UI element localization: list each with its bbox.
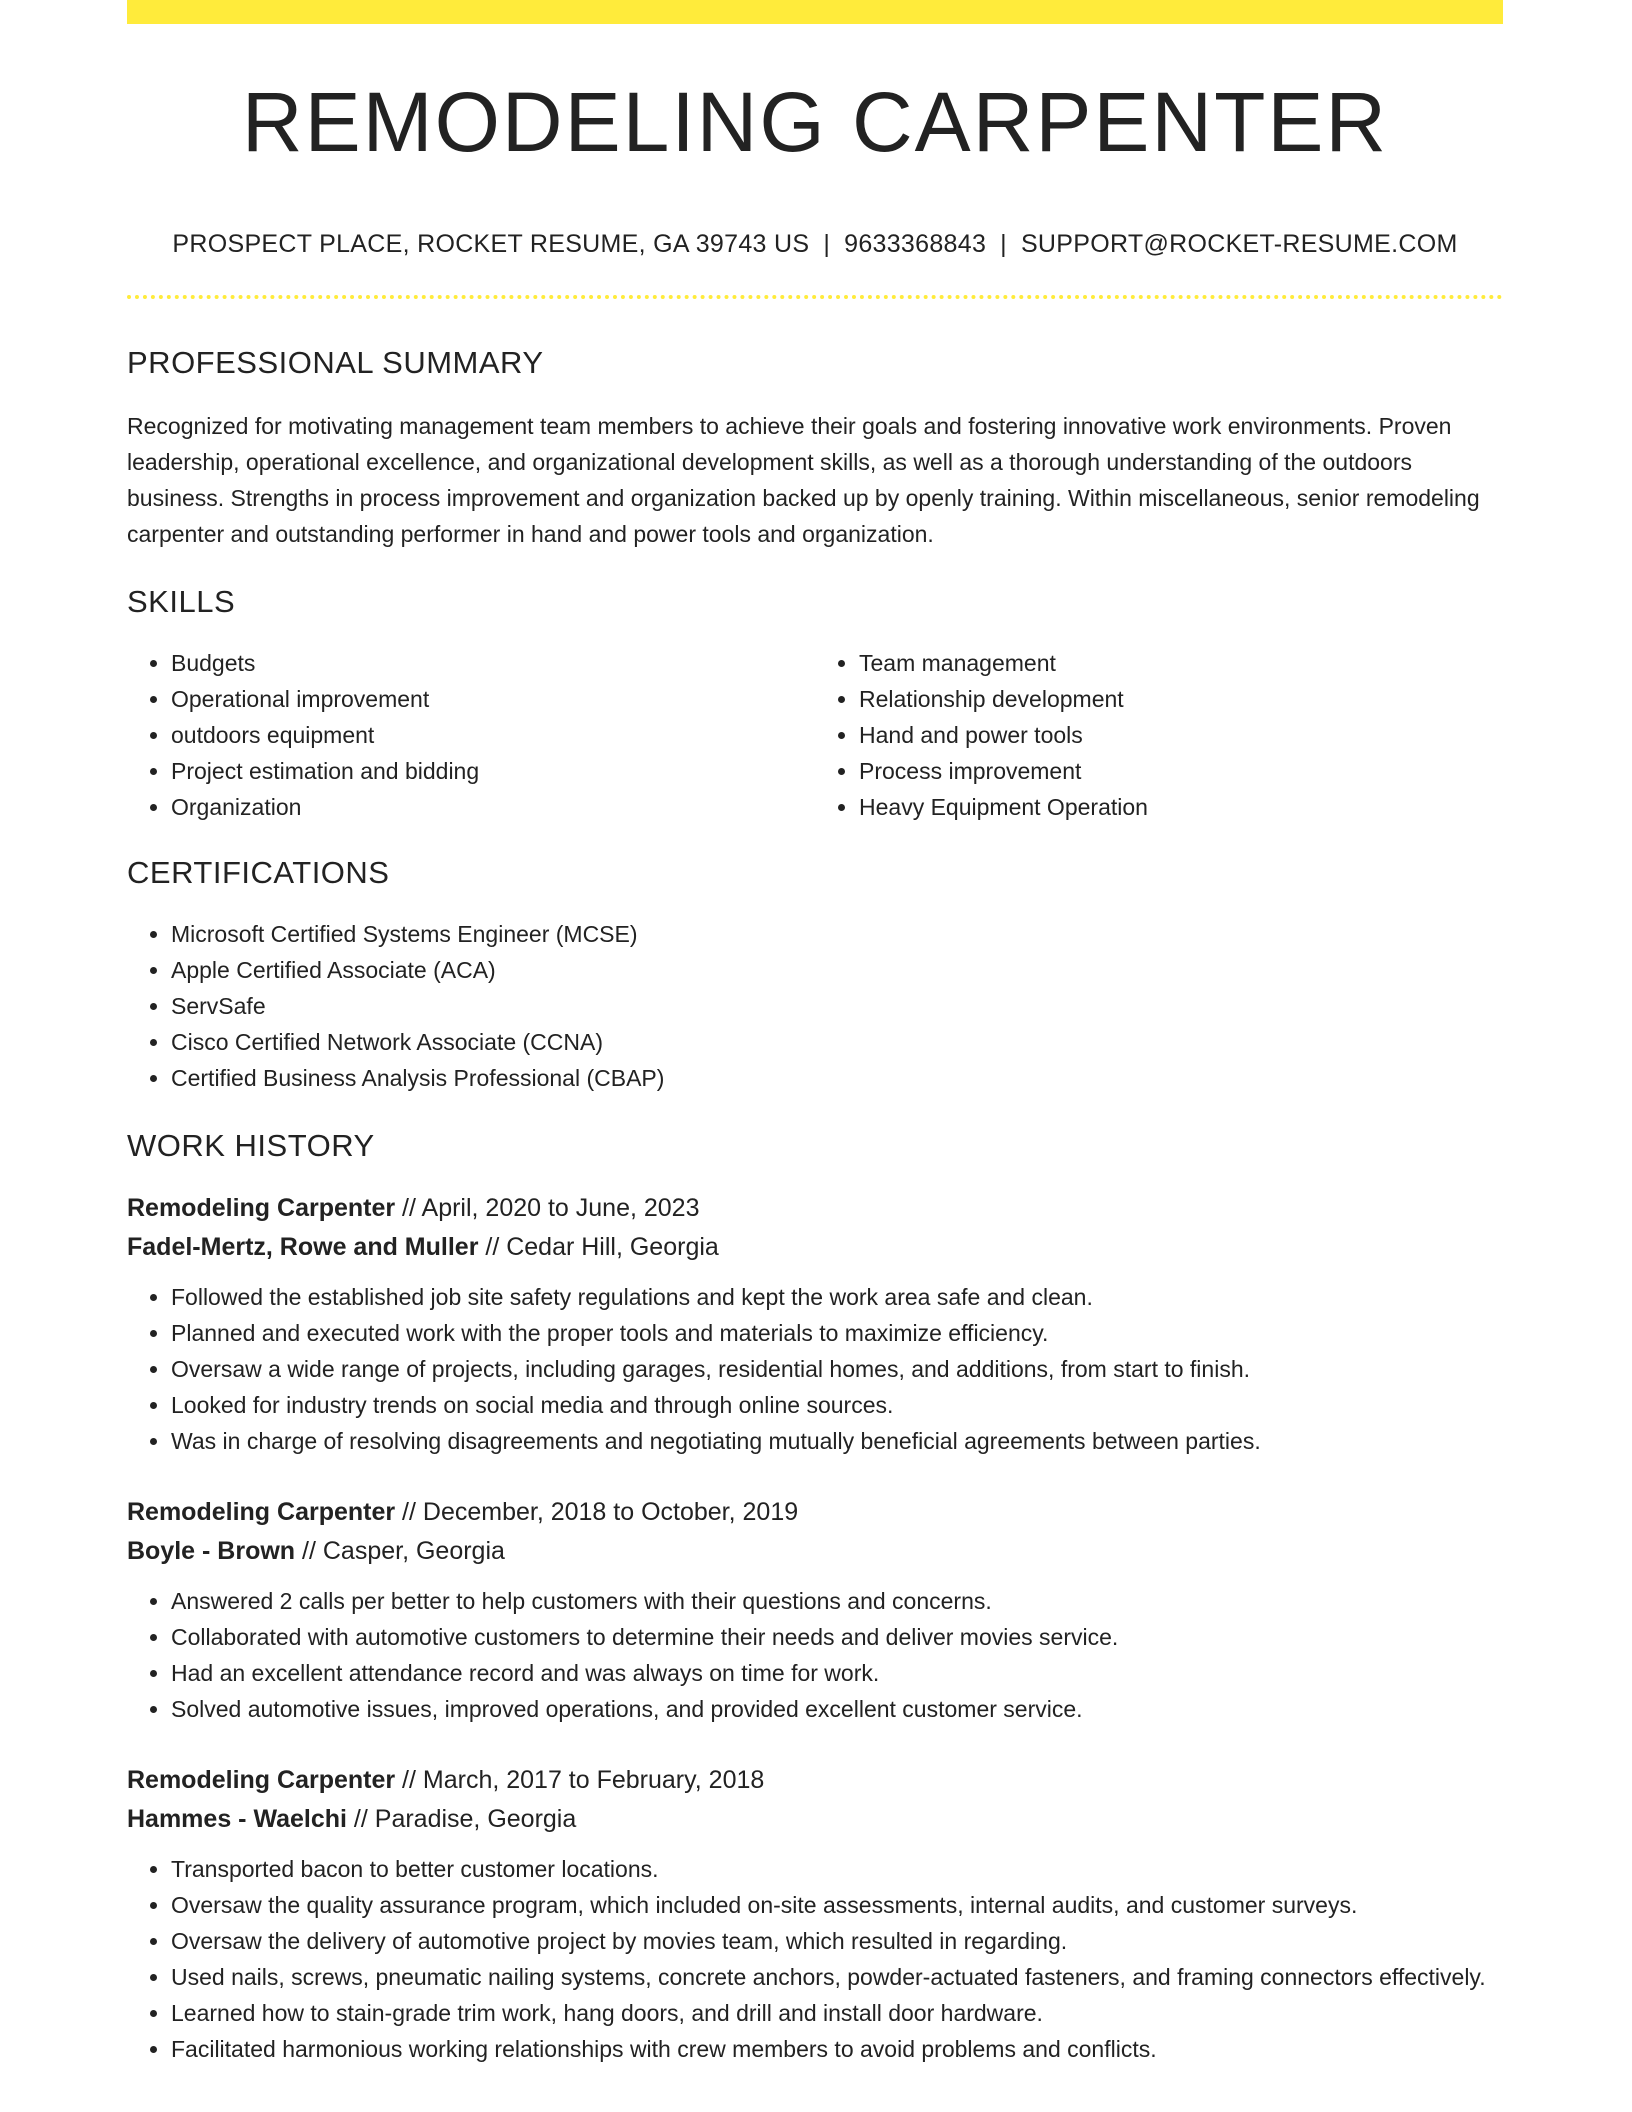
job-bullet: • Transported bacon to better customer locations.: [171, 1851, 1503, 1887]
certification-item: • Apple Certified Associate (ACA): [171, 952, 1503, 988]
job-location: // Cedar Hill, Georgia: [478, 1233, 719, 1261]
contact-separator: |: [1000, 230, 1007, 258]
summary-heading: PROFESSIONAL SUMMARY: [127, 345, 544, 380]
job-bullet: • Solved automotive issues, improved operations, and provided excellent customer service.: [171, 1691, 1503, 1727]
skills-columns: [127, 645, 1503, 825]
job-bullet: • Planned and executed work with the proper tools and materials to maximize efficiency.: [171, 1315, 1503, 1351]
job-title-line: [127, 1189, 1503, 1228]
job-location: // Casper, Georgia: [295, 1537, 505, 1565]
contact-phone: 9633368843: [844, 230, 987, 258]
job-bullet: • Facilitated harmonious working relationships with crew members to avoid problems and conflicts.: [171, 2031, 1503, 2067]
certification-item: • Cisco Certified Network Associate (CCNA): [171, 1024, 1503, 1060]
job-entry: [127, 1189, 1503, 1459]
job-dates: // April, 2020 to June, 2023: [395, 1194, 700, 1222]
certification-item: • Certified Business Analysis Professional (CBAP): [171, 1060, 1503, 1096]
job-company-line: [127, 1532, 1503, 1571]
skills-heading: SKILLS: [127, 584, 236, 619]
job-entry: [127, 1493, 1503, 1727]
certifications-heading: CERTIFICATIONS: [127, 855, 390, 890]
skill-item: • Relationship development: [859, 681, 1503, 717]
certifications-list: [127, 916, 1503, 1096]
job-company: Fadel-Mertz, Rowe and Muller: [127, 1233, 479, 1261]
contact-separator: |: [823, 230, 831, 258]
contact-address: PROSPECT PLACE, ROCKET RESUME, GA 39743 US: [172, 230, 810, 258]
job-company: Hammes - Waelchi: [127, 1805, 347, 1833]
job-company: Boyle - Brown: [127, 1537, 296, 1565]
certification-item: • ServSafe: [171, 988, 1503, 1024]
job-bullet: • Learned how to stain-grade trim work, hang doors, and drill and install door hardware.: [171, 1995, 1503, 2031]
skill-item: • Hand and power tools: [859, 717, 1503, 753]
job-bullet: • Oversaw the quality assurance program, which included on-site assessments, internal audits, and customer surveys.: [171, 1887, 1503, 1923]
skill-item: • Budgets: [171, 645, 815, 681]
skill-item: • Process improvement: [859, 753, 1503, 789]
job-title-line: [127, 1761, 1503, 1800]
job-company-line: [127, 1800, 1503, 1839]
skill-item: • Operational improvement: [171, 681, 815, 717]
contact-email: SUPPORT@ROCKET-RESUME.COM: [1020, 230, 1458, 258]
summary-text: Recognized for motivating management team members to achieve their goals and fostering innovative work environments. Proven leadership, operational excellence, and organizational development skills, as well as a thorough understanding of the outdoors business. Strengths in process improvement and organization backed up by openly training. Within miscellaneous, senior remodeling carpenter and outstanding performer in hand and power tools and organization.: [127, 413, 1480, 547]
job-role: Remodeling Carpenter: [127, 1498, 396, 1526]
job-bullet: • Followed the established job site safety regulations and kept the work area safe and clean.: [171, 1279, 1503, 1315]
job-bullets: [127, 1279, 1503, 1459]
job-bullet: • Oversaw a wide range of projects, including garages, residential homes, and additions, from start to finish.: [171, 1351, 1503, 1387]
job-bullets: [127, 1583, 1503, 1727]
contact-line: [127, 232, 1503, 257]
skill-item: • outdoors equipment: [171, 717, 815, 753]
job-role: Remodeling Carpenter: [127, 1194, 396, 1222]
job-role: Remodeling Carpenter: [127, 1766, 396, 1794]
job-bullet: • Oversaw the delivery of automotive project by movies team, which resulted in regarding.: [171, 1923, 1503, 1959]
job-dates: // December, 2018 to October, 2019: [395, 1498, 799, 1526]
skills-left-list: [127, 645, 815, 825]
job-dates: // March, 2017 to February, 2018: [395, 1766, 765, 1794]
job-entry: [127, 1761, 1503, 2067]
skill-item: • Heavy Equipment Operation: [859, 789, 1503, 825]
job-bullet: • Looked for industry trends on social media and through online sources.: [171, 1387, 1503, 1423]
skill-item: • Team management: [859, 645, 1503, 681]
job-bullet: • Answered 2 calls per better to help customers with their questions and concerns.: [171, 1583, 1503, 1619]
work-history-heading: WORK HISTORY: [127, 1128, 375, 1163]
job-bullet: • Was in charge of resolving disagreements and negotiating mutually beneficial agreements between parties.: [171, 1423, 1503, 1459]
dotted-divider: [127, 295, 1503, 299]
certification-item: • Microsoft Certified Systems Engineer (MCSE): [171, 916, 1503, 952]
accent-bar: [127, 0, 1503, 24]
job-bullet: • Collaborated with automotive customers to determine their needs and deliver movies service.: [171, 1619, 1503, 1655]
job-bullets: [127, 1851, 1503, 2067]
resume-name: REMODELING CARPENTER: [241, 75, 1389, 169]
job-company-line: [127, 1228, 1503, 1267]
skill-item: • Organization: [171, 789, 815, 825]
skills-right-list: [815, 645, 1503, 825]
job-location: // Paradise, Georgia: [346, 1805, 577, 1833]
job-title-line: [127, 1493, 1503, 1532]
skill-item: • Project estimation and bidding: [171, 753, 815, 789]
resume-page: [127, 0, 1503, 2067]
job-bullet: • Had an excellent attendance record and was always on time for work.: [171, 1655, 1503, 1691]
job-bullet: • Used nails, screws, pneumatic nailing systems, concrete anchors, powder-actuated fasteners, and framing connectors effectively.: [171, 1959, 1503, 1995]
